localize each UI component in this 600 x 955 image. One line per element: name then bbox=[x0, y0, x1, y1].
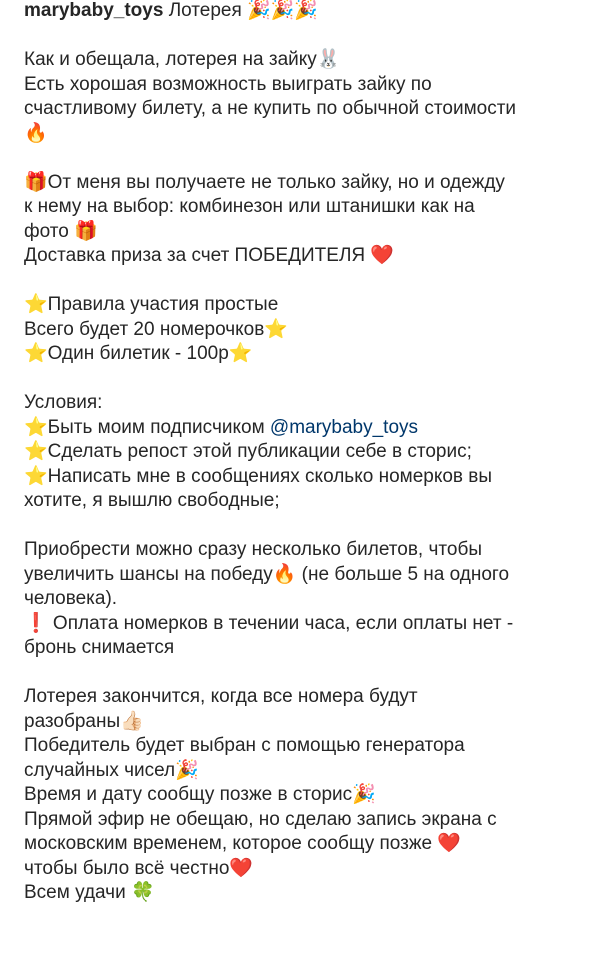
blank-line bbox=[24, 367, 580, 392]
caption-line-text: к нему на выбор: комбинезон или штанишки как на bbox=[24, 196, 475, 217]
caption-line-text: ❗️ Оплата номерков в течении часа, если оплаты нет - bbox=[24, 612, 514, 634]
caption-line-text: человека). bbox=[24, 588, 118, 609]
caption-line-text: Доставка приза за счет ПОБЕДИТЕЛЯ ❤️ bbox=[24, 245, 395, 266]
caption-line bbox=[24, 587, 580, 612]
caption-line-text: Время и дату сообщу позже в сторис🎉 bbox=[24, 784, 376, 805]
caption-line bbox=[24, 293, 580, 318]
caption-line-text: хотите, я вышлю свободные; bbox=[24, 490, 280, 511]
caption-line bbox=[24, 220, 580, 245]
post-title: Лотерея 🎉🎉🎉 bbox=[168, 0, 319, 21]
mention-link[interactable]: @marybaby_toys bbox=[269, 416, 419, 438]
caption-line-text: Условия: bbox=[24, 392, 103, 413]
caption-line bbox=[24, 171, 580, 196]
blank-line bbox=[24, 146, 580, 171]
caption-line bbox=[24, 759, 580, 784]
caption-line bbox=[24, 489, 580, 514]
caption-line-text: разобраны👍🏻 bbox=[24, 710, 144, 732]
caption-line-text: Всем удачи 🍀 bbox=[24, 882, 155, 903]
caption-line-text: Победитель будет выбран с помощью генератора bbox=[24, 735, 465, 756]
caption-line-text: фото 🎁 bbox=[24, 220, 98, 242]
caption-header bbox=[24, 0, 580, 24]
caption-line bbox=[24, 710, 580, 735]
blank-line bbox=[24, 661, 580, 686]
caption-line-text: Есть хорошая возможность выиграть зайку по bbox=[24, 73, 432, 95]
caption-line bbox=[24, 612, 580, 637]
caption-line bbox=[24, 857, 580, 882]
caption-line-text: ⭐️Один билетик - 100р⭐️ bbox=[24, 343, 253, 364]
caption-line bbox=[24, 318, 580, 343]
caption-line-text: Всего будет 20 номерочков⭐️ bbox=[24, 318, 288, 340]
caption-line-text: Приобрести можно сразу несколько билетов, чтобы bbox=[24, 539, 482, 560]
caption-line bbox=[24, 440, 580, 465]
caption-line-text: случайных чисел🎉 bbox=[24, 759, 199, 781]
caption-line bbox=[24, 881, 580, 906]
caption-line-text: бронь снимается bbox=[24, 637, 175, 658]
caption-body bbox=[24, 24, 580, 906]
caption-line bbox=[24, 563, 580, 588]
caption-line-text: увеличить шансы на победу🔥 (не больше 5 на одного bbox=[24, 563, 510, 585]
caption-line-text: 🔥 bbox=[24, 122, 48, 144]
caption-line-text: Лотерея закончится, когда все номера будут bbox=[24, 686, 418, 707]
caption-line bbox=[24, 73, 580, 98]
caption-line-text: ⭐️Правила участия простые bbox=[24, 294, 279, 315]
caption-line bbox=[24, 734, 580, 759]
caption-line-text: московским временем, которое сообщу позже ❤️ bbox=[24, 833, 462, 854]
caption-line-text: 🎁От меня вы получаете не только зайку, но и одежду bbox=[24, 171, 505, 193]
caption-line bbox=[24, 244, 580, 269]
caption-line bbox=[24, 538, 580, 563]
caption-line-text: ⭐️Сделать репост этой публикации себе в сторис; bbox=[24, 441, 472, 462]
blank-line bbox=[24, 24, 580, 49]
caption-line bbox=[24, 416, 580, 441]
caption-line bbox=[24, 636, 580, 661]
blank-line bbox=[24, 514, 580, 539]
caption-line bbox=[24, 832, 580, 857]
caption-line bbox=[24, 122, 580, 147]
caption-line-text: ⭐️Написать мне в сообщениях сколько номерков вы bbox=[24, 465, 493, 487]
username-link[interactable]: marybaby_toys bbox=[24, 0, 164, 21]
caption-line-text: счастливому билету, а не купить по обычной стоимости bbox=[24, 98, 517, 119]
caption-line bbox=[24, 97, 580, 122]
caption-line bbox=[24, 685, 580, 710]
caption-line-text: Прямой эфир не обещаю, но сделаю запись экрана с bbox=[24, 808, 497, 830]
caption-line bbox=[24, 342, 580, 367]
blank-line bbox=[24, 269, 580, 294]
caption-line bbox=[24, 783, 580, 808]
caption-line bbox=[24, 195, 580, 220]
caption-line bbox=[24, 391, 580, 416]
caption-line bbox=[24, 48, 580, 73]
caption-line-text: ⭐️Быть моим подписчиком bbox=[24, 416, 270, 438]
caption-line bbox=[24, 465, 580, 490]
caption-line-text: чтобы было всё честно❤️ bbox=[24, 857, 254, 879]
caption-line-text: Как и обещала, лотерея на зайку🐰 bbox=[24, 49, 341, 70]
caption-line bbox=[24, 808, 580, 833]
